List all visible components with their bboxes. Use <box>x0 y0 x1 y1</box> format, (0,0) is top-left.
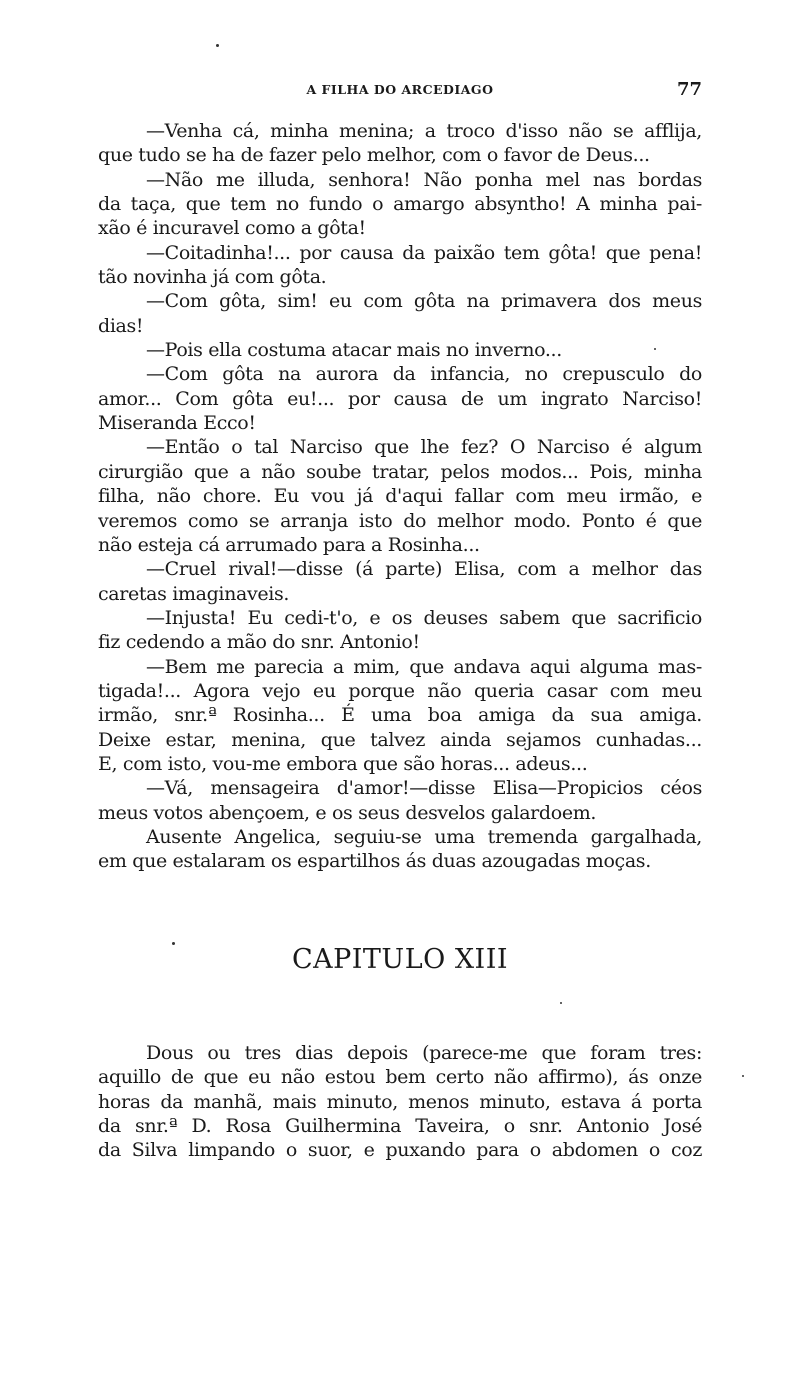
text-line: —Com gôta, sim! eu com gôta na primavera dos meus <box>146 290 702 313</box>
chapter-text-line: horas da manhã, mais minuto, menos minuto, estava á porta <box>98 1090 702 1113</box>
text-line: cirurgião que a não soube tratar, pelos modos... Pois, minha <box>98 460 702 483</box>
text-line: amor... Com gôta eu!... por causa de um ingrato Narciso! <box>98 387 702 410</box>
scan-speck <box>654 348 656 350</box>
text-line: xão é incuravel como a gôta! <box>98 217 366 240</box>
text-line: caretas imaginaveis. <box>98 582 290 605</box>
text-line: —Bem me parecia a mim, que andava aqui alguma mas- <box>146 655 702 678</box>
text-line: Deixe estar, menina, que talvez ainda sejamos cunhadas... <box>98 728 702 751</box>
text-line: tão novinha já com gôta. <box>98 266 327 289</box>
text-line: veremos como se arranja isto do melhor modo. Ponto é que <box>98 509 702 532</box>
scan-speck <box>560 1002 562 1004</box>
text-line: meus votos abençoem, e os seus desvelos galardoem. <box>98 801 597 824</box>
text-line: não esteja cá arrumado para a Rosinha... <box>98 533 480 556</box>
scan-speck <box>216 44 219 47</box>
text-line: em que estalaram os espartilhos ás duas azougadas moças. <box>98 850 651 873</box>
page-number: 77 <box>676 79 702 100</box>
chapter-text-line: da snr.ª D. Rosa Guilhermina Taveira, o snr. Antonio José <box>98 1115 702 1138</box>
text-line: —Coitadinha!... por causa da paixão tem gôta! que pena! <box>146 241 702 264</box>
chapter-text-line: Dous ou tres dias depois (parece-me que foram tres: <box>146 1042 702 1064</box>
text-line: —Vá, mensageira d'amor!—disse Elisa—Propicios céos <box>146 777 702 800</box>
text-line: Ausente Angelica, seguiu-se uma tremenda gargalhada, <box>146 825 702 848</box>
text-line: que tudo se ha de fazer pelo melhor, com o favor de Deus... <box>98 144 650 167</box>
running-title: A FILHA DO ARCEDIAGO <box>306 82 494 97</box>
text-line: —Cruel rival!—disse (á parte) Elisa, com a melhor das <box>146 558 702 581</box>
text-line: Miseranda Ecco! <box>98 412 256 435</box>
text-line: —Não me illuda, senhora! Não ponha mel nas bordas <box>146 168 702 191</box>
text-line: irmão, snr.ª Rosinha... É uma boa amiga da sua amiga. <box>98 704 702 727</box>
text-line: —Pois ella costuma atacar mais no inverno... <box>146 339 562 362</box>
chapter-text-line: aquillo de que eu não estou bem certo não affirmo), ás onze <box>98 1066 702 1089</box>
page-header <box>98 80 702 102</box>
body-text <box>98 119 702 874</box>
text-line: —Venha cá, minha menina; a troco d'isso não se afflija, <box>146 120 702 142</box>
text-line: da taça, que tem no fundo o amargo absyntho! A minha pai- <box>98 193 702 216</box>
scan-speck <box>742 1075 744 1077</box>
text-line: filha, não chore. Eu vou já d'aqui fallar com meu irmão, e <box>98 485 702 508</box>
text-line: —Então o tal Narciso que lhe fez? O Narciso é algum <box>146 436 702 459</box>
text-line: dias! <box>98 314 144 337</box>
text-line: tigada!... Agora vejo eu porque não queria casar com meu <box>98 679 702 702</box>
chapter-text-line: da Silva limpando o suor, e puxando para o abdomen o coz <box>98 1139 702 1162</box>
text-line: —Injusta! Eu cedi-t'o, e os deuses sabem que sacrificio <box>146 606 702 629</box>
chapter-text <box>98 1041 702 1163</box>
text-line: —Com gôta na aurora da infancia, no crepusculo do <box>146 363 702 386</box>
scan-speck <box>172 942 175 945</box>
text-line: E, com isto, vou-me embora que são horas... adeus... <box>98 752 588 775</box>
chapter-title: CAPITULO XIII <box>291 944 509 975</box>
text-line: fiz cedendo a mão do snr. Antonio! <box>98 631 420 654</box>
